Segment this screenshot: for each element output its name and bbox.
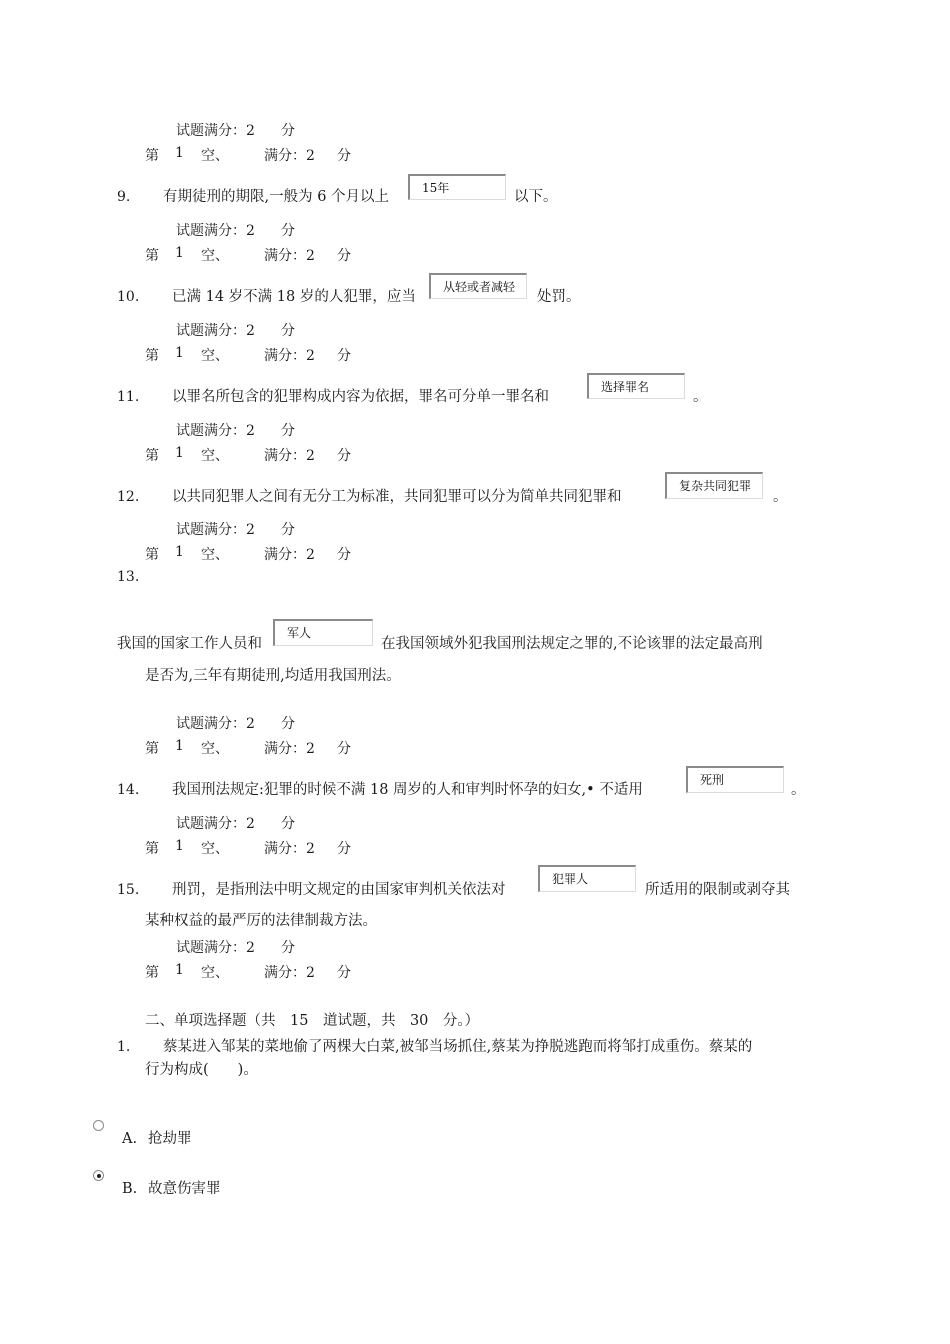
question-number: 10.	[117, 289, 140, 305]
question-number: 9.	[117, 189, 131, 205]
question-text-line2: 是否为,三年有期徒刑,均适用我国刑法。	[145, 668, 401, 684]
option-b-radio[interactable]	[93, 1170, 104, 1181]
question-number: 13.	[117, 569, 140, 585]
answer-field[interactable]: 军人	[273, 619, 373, 646]
option-a-letter: A.	[122, 1131, 138, 1147]
option-a-label[interactable]: 抢劫罪	[148, 1131, 192, 1147]
question-text-after: 所适用的限制或剥夺其	[645, 882, 790, 898]
question-score-unit: 分	[281, 123, 295, 139]
answer-field[interactable]: 从轻或者减轻	[429, 273, 527, 299]
question-number: 14.	[117, 782, 140, 798]
answer-field[interactable]: 犯罪人	[538, 865, 636, 892]
question-number: 1.	[117, 1039, 131, 1055]
question-text-after: 。	[773, 489, 788, 505]
question-text-after: 以下。	[514, 189, 558, 205]
answer-field[interactable]: 15年	[408, 174, 506, 200]
question-text-line2: 某种权益的最严厉的法律制裁方法。	[145, 913, 377, 929]
answer-field[interactable]: 复杂共同犯罪	[665, 472, 763, 499]
question-text: 蔡某进入邹某的菜地偷了两棵大白菜,被邹当场抓住,蔡某为挣脱逃跑而将邹打成重伤。蔡某的	[163, 1039, 753, 1055]
option-a-radio[interactable]	[93, 1120, 104, 1131]
question-text-after: 处罚。	[537, 289, 581, 305]
section-heading: 二、单项选择题（共 15 道试题，共 30 分。）	[145, 1013, 480, 1029]
question-score-label: 试题满分：2	[176, 123, 255, 139]
question-text: 以罪名所包含的犯罪构成内容为依据，罪名可分单一罪名和	[172, 389, 549, 405]
answer-field[interactable]: 死刑	[686, 766, 784, 793]
question-number: 12.	[117, 489, 140, 505]
option-b-letter: B.	[122, 1181, 138, 1197]
question-text: 以共同犯罪人之间有无分工为标准，共同犯罪可以分为简单共同犯罪和	[172, 489, 622, 505]
question-number: 11.	[117, 389, 140, 405]
question-text-after: 在我国领域外犯我国刑法规定之罪的,不论该罪的法定最高刑	[381, 636, 763, 652]
question-text: 已满 14 岁不满 18 岁的人犯罪，应当	[172, 289, 416, 305]
question-text: 我国的国家工作人员和	[117, 636, 262, 652]
question-text: 刑罚，是指刑法中明文规定的由国家审判机关依法对	[172, 882, 506, 898]
option-b-label[interactable]: 故意伤害罪	[148, 1181, 221, 1197]
answer-field[interactable]: 选择罪名	[587, 373, 685, 399]
question-number: 15.	[117, 882, 140, 898]
question-text: 我国刑法规定:犯罪的时候不满 18 周岁的人和审判时怀孕的妇女,• 不适用	[172, 782, 643, 798]
question-text-line2: 行为构成( )。	[145, 1062, 258, 1078]
question-text-after: 。	[791, 782, 806, 798]
question-text-after: 。	[693, 389, 708, 405]
question-text: 有期徒刑的期限,一般为 6 个月以上	[163, 189, 390, 205]
